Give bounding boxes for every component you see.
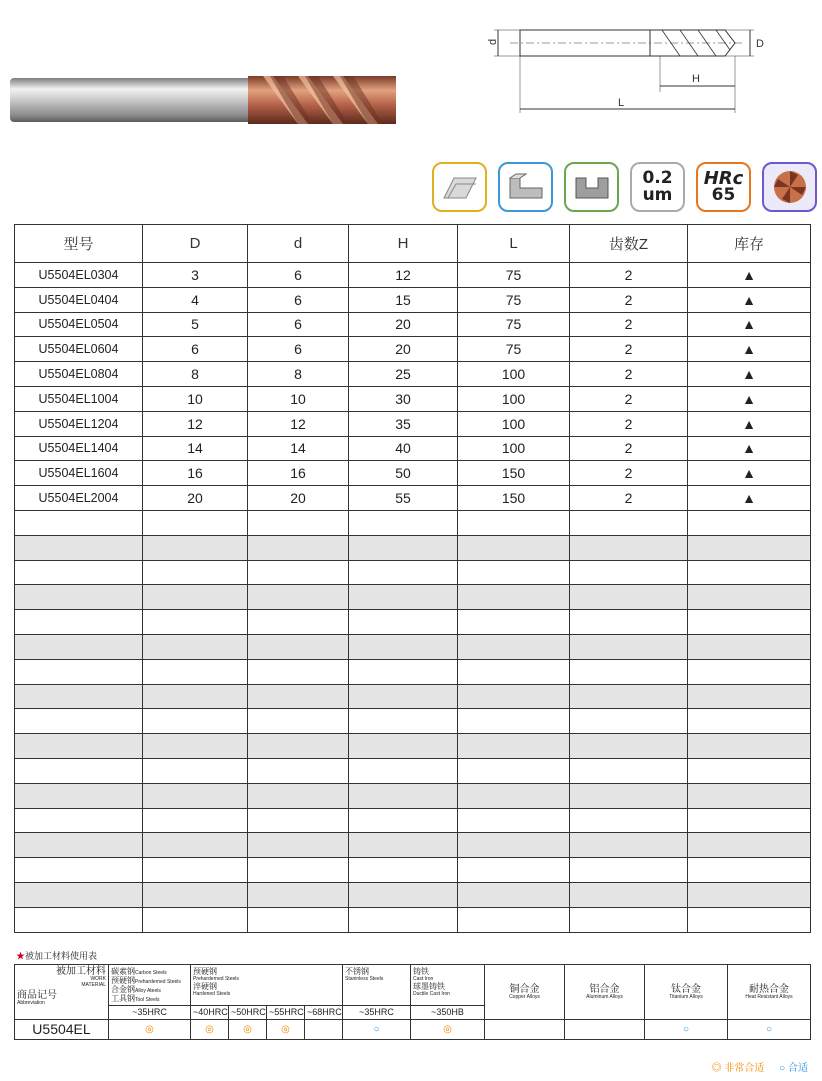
hardness-cast-iron: ~350HB — [411, 1006, 485, 1020]
table-row — [15, 386, 811, 411]
table-cell — [688, 783, 811, 808]
table-cell — [570, 510, 688, 535]
table-cell — [349, 858, 458, 883]
spec-table — [14, 224, 811, 933]
table-cell — [15, 585, 143, 610]
table-cell — [570, 535, 688, 560]
empty-row — [15, 783, 811, 808]
table-cell — [15, 659, 143, 684]
suitability-mark: ○ — [343, 1020, 411, 1040]
empty-row — [15, 684, 811, 709]
dimension-drawing — [480, 20, 770, 120]
table-cell: 35 — [349, 411, 458, 436]
table-row — [15, 411, 811, 436]
table-cell: 100 — [458, 386, 570, 411]
suitability-mark: ◎ — [411, 1020, 485, 1040]
material-table-title: ★被加工材料使用表 — [16, 951, 98, 961]
table-cell: 2 — [570, 263, 688, 288]
table-cell: U5504EL2004 — [15, 486, 143, 511]
suitability-mark: ◎ — [109, 1020, 191, 1040]
table-row — [15, 312, 811, 337]
table-cell — [688, 659, 811, 684]
material-heat-resistant: 耐热合金 Heat Resistant Alloys — [728, 965, 811, 1020]
stock-indicator: ▲ — [688, 461, 811, 486]
table-cell: 20 — [349, 337, 458, 362]
table-cell — [458, 907, 570, 932]
stock-indicator: ▲ — [688, 411, 811, 436]
table-cell: 2 — [570, 337, 688, 362]
table-cell — [688, 907, 811, 932]
table-cell — [248, 783, 349, 808]
drawing-label-L: L — [618, 97, 625, 109]
empty-row — [15, 709, 811, 734]
header-model: 型号 — [15, 225, 143, 263]
table-cell — [458, 709, 570, 734]
table-cell — [248, 510, 349, 535]
table-cell: 6 — [248, 312, 349, 337]
star-icon: ★ — [16, 951, 26, 961]
empty-row — [15, 535, 811, 560]
material-copper: 铜合金 Copper Alloys — [485, 965, 565, 1020]
table-cell — [458, 634, 570, 659]
table-cell — [15, 907, 143, 932]
hardness-68hrc: ~68HRC — [305, 1006, 343, 1020]
drawing-label-H: H — [692, 73, 700, 85]
empty-row — [15, 585, 811, 610]
table-cell — [349, 610, 458, 635]
table-cell — [688, 610, 811, 635]
table-cell — [248, 709, 349, 734]
table-cell — [143, 907, 248, 932]
table-row — [15, 337, 811, 362]
table-cell — [570, 734, 688, 759]
table-cell — [570, 560, 688, 585]
table-row — [15, 362, 811, 387]
table-cell: 150 — [458, 486, 570, 511]
table-cell: 6 — [248, 337, 349, 362]
spec-header-row — [15, 225, 811, 263]
table-cell: 100 — [458, 411, 570, 436]
stock-indicator: ▲ — [688, 287, 811, 312]
table-cell — [349, 783, 458, 808]
table-cell — [143, 833, 248, 858]
table-cell — [248, 907, 349, 932]
table-cell: 20 — [248, 486, 349, 511]
finish-unit: um — [642, 185, 673, 205]
table-cell — [570, 684, 688, 709]
table-row — [15, 461, 811, 486]
table-cell: 2 — [570, 386, 688, 411]
table-cell — [349, 758, 458, 783]
stock-indicator: ▲ — [688, 386, 811, 411]
table-cell — [349, 808, 458, 833]
table-cell — [688, 585, 811, 610]
table-cell: 3 — [143, 263, 248, 288]
table-cell: 2 — [570, 461, 688, 486]
table-cell — [570, 907, 688, 932]
table-cell: 12 — [143, 411, 248, 436]
application-badges — [432, 162, 817, 212]
table-cell — [688, 758, 811, 783]
table-cell — [15, 610, 143, 635]
stock-indicator: ▲ — [688, 263, 811, 288]
table-cell — [458, 833, 570, 858]
table-cell — [143, 585, 248, 610]
table-cell: 30 — [349, 386, 458, 411]
table-cell — [688, 709, 811, 734]
stock-indicator: ▲ — [688, 362, 811, 387]
hardness-40hrc: ~40HRC — [191, 1006, 229, 1020]
table-cell — [15, 858, 143, 883]
table-cell — [570, 808, 688, 833]
material-aluminum: 铝合金 Aluminum Alloys — [565, 965, 645, 1020]
table-cell — [143, 709, 248, 734]
table-cell: 12 — [248, 411, 349, 436]
table-cell: 2 — [570, 436, 688, 461]
table-cell: U5504EL1204 — [15, 411, 143, 436]
material-product-row — [15, 1020, 811, 1040]
table-cell: U5504EL0604 — [15, 337, 143, 362]
empty-row — [15, 510, 811, 535]
material-group-carbon: 碳素钢Carbon Steels 预硬钢Preharderned Steels 合金钢Alloy Ateels 工具钢Tool Steels — [109, 965, 191, 1006]
table-cell — [248, 659, 349, 684]
suitability-mark — [565, 1020, 645, 1040]
header-d: d — [248, 225, 349, 263]
empty-row — [15, 882, 811, 907]
material-corner-cell: 被加工材料 WORK MATERIAL 商品记号 Abbreviation — [15, 965, 109, 1020]
table-row — [15, 263, 811, 288]
table-cell — [15, 510, 143, 535]
table-cell: 75 — [458, 312, 570, 337]
table-cell: 6 — [248, 287, 349, 312]
table-cell — [143, 758, 248, 783]
material-group-stainless: 不锈钢 Staninless Steels — [343, 965, 411, 1006]
header-stock: 库存 — [688, 225, 811, 263]
table-cell: 14 — [248, 436, 349, 461]
table-cell: 5 — [143, 312, 248, 337]
table-cell — [570, 783, 688, 808]
stock-indicator: ▲ — [688, 436, 811, 461]
table-cell — [349, 659, 458, 684]
table-cell — [248, 758, 349, 783]
table-cell — [143, 783, 248, 808]
empty-row — [15, 858, 811, 883]
table-cell — [688, 634, 811, 659]
table-cell — [458, 560, 570, 585]
table-cell — [458, 585, 570, 610]
legend-very-suitable: ◎ 非常合适 — [711, 1063, 765, 1074]
table-cell — [349, 585, 458, 610]
table-cell — [458, 783, 570, 808]
table-cell: 4 — [143, 287, 248, 312]
table-cell — [143, 734, 248, 759]
table-cell — [688, 734, 811, 759]
table-cell — [458, 510, 570, 535]
product-code: U5504EL — [15, 1020, 109, 1040]
table-cell: 6 — [248, 263, 349, 288]
table-cell: 75 — [458, 263, 570, 288]
table-cell — [248, 535, 349, 560]
table-cell — [688, 808, 811, 833]
table-cell — [248, 585, 349, 610]
table-cell: 20 — [349, 312, 458, 337]
table-cell — [248, 882, 349, 907]
table-cell: U5504EL0804 — [15, 362, 143, 387]
end-face-icon — [762, 162, 817, 212]
table-cell — [248, 808, 349, 833]
legend — [712, 1059, 808, 1074]
table-cell: 55 — [349, 486, 458, 511]
suitability-mark: ◎ — [229, 1020, 267, 1040]
table-cell — [688, 858, 811, 883]
table-cell — [15, 535, 143, 560]
table-cell — [15, 758, 143, 783]
surface-finish-badge — [630, 162, 685, 212]
material-titanium: 钛合金 Titanium Alloys — [645, 965, 728, 1020]
table-cell — [349, 510, 458, 535]
empty-row — [15, 808, 811, 833]
header-L: L — [458, 225, 570, 263]
table-cell — [688, 833, 811, 858]
empty-row — [15, 758, 811, 783]
end-mill-photo — [8, 70, 400, 130]
table-cell: 40 — [349, 436, 458, 461]
table-cell — [570, 659, 688, 684]
table-cell: 15 — [349, 287, 458, 312]
table-cell — [15, 882, 143, 907]
table-cell: 150 — [458, 461, 570, 486]
table-cell: 50 — [349, 461, 458, 486]
material-group-cast-iron: 铸铁 Cast Iron 球墨铸铁 Ductile Cast Iron — [411, 965, 485, 1006]
suitability-mark: ○ — [728, 1020, 811, 1040]
table-cell: 2 — [570, 411, 688, 436]
table-cell — [15, 684, 143, 709]
hardness-value: 65 — [711, 185, 736, 205]
table-cell — [570, 709, 688, 734]
table-cell: 2 — [570, 312, 688, 337]
hardness-50hrc: ~50HRC — [229, 1006, 267, 1020]
table-cell — [15, 833, 143, 858]
table-cell: 8 — [248, 362, 349, 387]
table-cell: 2 — [570, 362, 688, 387]
table-cell — [458, 882, 570, 907]
table-cell — [349, 907, 458, 932]
drawing-label-D: D — [756, 38, 764, 50]
table-cell — [143, 510, 248, 535]
shoulder-milling-icon — [498, 162, 553, 212]
table-cell — [570, 833, 688, 858]
table-cell — [688, 882, 811, 907]
table-cell — [143, 808, 248, 833]
empty-row — [15, 659, 811, 684]
empty-row — [15, 734, 811, 759]
table-cell — [349, 535, 458, 560]
table-cell — [570, 758, 688, 783]
table-cell — [248, 634, 349, 659]
table-cell — [143, 684, 248, 709]
table-cell: 12 — [349, 263, 458, 288]
suitability-mark — [305, 1020, 343, 1040]
table-cell — [349, 634, 458, 659]
table-cell — [688, 560, 811, 585]
table-cell — [458, 684, 570, 709]
empty-row — [15, 560, 811, 585]
table-cell: 75 — [458, 287, 570, 312]
table-cell — [143, 858, 248, 883]
empty-row — [15, 634, 811, 659]
finish-value: 0.2 — [642, 168, 673, 188]
table-cell: 100 — [458, 436, 570, 461]
table-cell: 10 — [248, 386, 349, 411]
table-cell — [570, 585, 688, 610]
stock-indicator: ▲ — [688, 337, 811, 362]
table-cell — [570, 610, 688, 635]
table-cell: 6 — [143, 337, 248, 362]
drawing-label-d: d — [487, 38, 499, 45]
table-cell — [688, 510, 811, 535]
table-cell — [458, 858, 570, 883]
table-cell — [349, 560, 458, 585]
suitability-mark — [485, 1020, 565, 1040]
table-cell — [458, 734, 570, 759]
table-cell — [248, 560, 349, 585]
table-cell — [458, 610, 570, 635]
table-cell — [143, 882, 248, 907]
table-cell — [248, 610, 349, 635]
table-cell — [248, 684, 349, 709]
table-cell — [248, 858, 349, 883]
suitability-mark: ◎ — [267, 1020, 305, 1040]
table-cell — [143, 634, 248, 659]
table-cell — [570, 634, 688, 659]
suitability-mark: ○ — [645, 1020, 728, 1040]
stock-indicator: ▲ — [688, 312, 811, 337]
material-table — [14, 964, 811, 1040]
table-cell — [143, 535, 248, 560]
table-cell: U5504EL0404 — [15, 287, 143, 312]
table-cell: 16 — [143, 461, 248, 486]
table-cell: U5504EL1004 — [15, 386, 143, 411]
empty-row — [15, 907, 811, 932]
table-cell: 25 — [349, 362, 458, 387]
table-cell — [570, 858, 688, 883]
table-cell — [15, 734, 143, 759]
empty-row — [15, 833, 811, 858]
table-cell — [15, 783, 143, 808]
table-cell — [688, 535, 811, 560]
table-cell — [15, 560, 143, 585]
header-flutes: 齿数Z — [570, 225, 688, 263]
table-cell: 75 — [458, 337, 570, 362]
table-cell — [248, 833, 349, 858]
hardness-stainless: ~35HRC — [343, 1006, 411, 1020]
table-cell: 20 — [143, 486, 248, 511]
table-cell — [15, 808, 143, 833]
hardness-55hrc: ~55HRC — [267, 1006, 305, 1020]
table-row — [15, 436, 811, 461]
table-cell — [248, 734, 349, 759]
hardness-badge — [696, 162, 751, 212]
table-cell — [458, 535, 570, 560]
table-cell: 10 — [143, 386, 248, 411]
table-cell — [349, 734, 458, 759]
stock-indicator: ▲ — [688, 486, 811, 511]
table-cell: U5504EL0504 — [15, 312, 143, 337]
table-cell: 2 — [570, 486, 688, 511]
table-cell: U5504EL1604 — [15, 461, 143, 486]
table-cell — [570, 882, 688, 907]
table-cell: 16 — [248, 461, 349, 486]
table-cell — [15, 709, 143, 734]
table-cell — [349, 684, 458, 709]
empty-row — [15, 610, 811, 635]
table-cell — [143, 659, 248, 684]
table-cell — [15, 634, 143, 659]
table-cell: U5504EL1404 — [15, 436, 143, 461]
table-cell: 2 — [570, 287, 688, 312]
hardness-label: HRc — [703, 168, 744, 189]
table-cell — [458, 808, 570, 833]
hardness-35hrc: ~35HRC — [109, 1006, 191, 1020]
table-cell — [458, 659, 570, 684]
table-cell: 14 — [143, 436, 248, 461]
table-cell — [143, 610, 248, 635]
header-D: D — [143, 225, 248, 263]
table-cell — [349, 882, 458, 907]
table-cell — [349, 833, 458, 858]
header-H: H — [349, 225, 458, 263]
slotting-icon — [564, 162, 619, 212]
legend-suitable: ○ 合适 — [779, 1063, 808, 1074]
table-row — [15, 486, 811, 511]
table-cell — [143, 560, 248, 585]
side-milling-icon — [432, 162, 487, 212]
material-group-hardened: 预硬钢 Preharderned Steels 淬硬钢 Hardened Steels — [191, 965, 343, 1006]
table-cell: 8 — [143, 362, 248, 387]
table-cell — [349, 709, 458, 734]
table-cell — [688, 684, 811, 709]
table-cell: U5504EL0304 — [15, 263, 143, 288]
table-cell — [458, 758, 570, 783]
table-row — [15, 287, 811, 312]
suitability-mark: ◎ — [191, 1020, 229, 1040]
table-cell: 100 — [458, 362, 570, 387]
